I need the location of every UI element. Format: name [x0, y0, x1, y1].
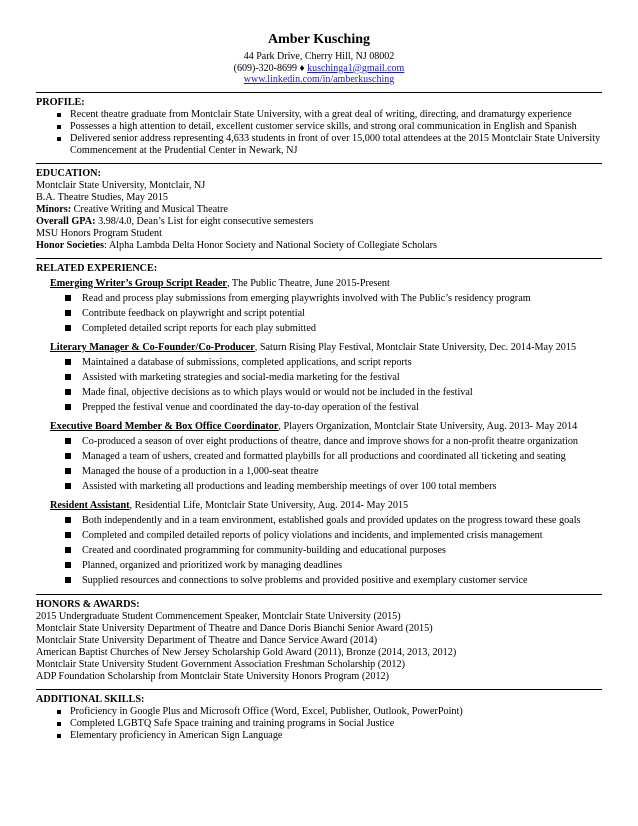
honor-item: American Baptist Churches of New Jersey Scholarship Gold Award (2011), Bronze (2014, 2013, 2012)	[36, 646, 457, 658]
section-divider	[36, 594, 602, 595]
job-bullet: Managed a team of ushers, created and formatted playbills for all productions and coordinated all ticketing and seating	[50, 449, 602, 464]
job-entry	[50, 420, 602, 494]
job-bullet: Completed and compiled detailed reports of policy violations and incidents, and implemented crisis management	[50, 528, 602, 543]
job-bullet: Read and process play submissions from emerging playwrights involved with The Public’s residency program	[50, 291, 602, 306]
job-bullet: Both independently and in a team environment, established goals and provided updates on the progress toward these goals	[50, 513, 602, 528]
honor-societies	[36, 240, 602, 252]
address: 44 Park Drive, Cherry Hill, NJ 08002	[243, 51, 395, 62]
skill-item: Elementary proficiency in American Sign Language	[36, 730, 602, 742]
job-bullets	[50, 434, 602, 494]
job-details: , Players Organization, Montclair State University, Aug. 2013- May 2014	[278, 420, 578, 432]
job-bullet: Planned, organized and prioritized work by managing deadlines	[50, 558, 602, 573]
applicant-name: Amber Kusching	[267, 32, 371, 47]
experience-section	[36, 263, 602, 588]
job-title	[50, 499, 602, 513]
education-heading: EDUCATION:	[36, 167, 101, 179]
section-divider	[36, 92, 602, 93]
job-entry	[50, 499, 602, 588]
profile-item: Recent theatre graduate from Montclair State University, with a great deal of writing, directing, and dramaturgy experience	[36, 109, 602, 121]
job-title	[50, 341, 602, 355]
profile-item: Delivered senior address representing 4,633 students in front of over 15,000 total attendees at the 2015 Montclair State University Commencement at the Prudential Center in Newark, NJ	[36, 133, 602, 157]
honor-item: Montclair State University Department of Theatre and Dance Service Award (2014)	[36, 634, 378, 646]
gpa-label: Overall GPA:	[36, 215, 96, 227]
profile-section	[36, 97, 602, 157]
job-bullet: Made final, objective decisions as to which plays would or would not be included in the festival	[50, 385, 602, 400]
section-divider	[36, 258, 602, 259]
job-bullet: Supplied resources and connections to solve problems and provided positive and exemplary customer service	[50, 573, 602, 588]
honor-item: Montclair State University Department of Theatre and Dance Doris Bianchi Senior Award (2015)	[36, 622, 433, 634]
section-divider	[36, 689, 602, 690]
job-bullet: Co-produced a season of over eight productions of theatre, dance and improve shows for a non-profit theatre organization	[50, 434, 602, 449]
contact-line	[36, 63, 602, 75]
job-role: Resident Assistant	[50, 499, 130, 511]
profile-list	[36, 109, 602, 157]
gpa-value: 3.98/4.0, Dean’s List for eight consecutive semesters	[95, 215, 314, 227]
job-title	[50, 420, 602, 434]
school: Montclair State University, Montclair, NJ	[36, 179, 206, 191]
skills-list	[36, 706, 602, 742]
job-bullet: Created and coordinated programming for community-building and educational purposes	[50, 543, 602, 558]
job-entry	[50, 277, 602, 336]
job-bullet: Managed the house of a production in a 1,000-seat theatre	[50, 464, 602, 479]
skills-heading: ADDITIONAL SKILLS:	[36, 693, 145, 705]
job-bullets	[50, 513, 602, 588]
degree: B.A. Theatre Studies, May 2015	[36, 191, 168, 203]
job-role: Literary Manager & Co-Founder/Co-Producer	[50, 341, 255, 353]
diamond-separator-icon: ♦	[299, 62, 305, 74]
honors-heading: HONORS & AWARDS:	[36, 598, 140, 610]
gpa	[36, 216, 602, 228]
job-bullets	[50, 291, 602, 336]
societies-value: : Alpha Lambda Delta Honor Society and National Society of Collegiate Scholars	[104, 239, 438, 251]
job-role: Executive Board Member & Box Office Coordinator	[50, 420, 279, 432]
honor-item: 2015 Undergraduate Student Commencement Speaker, Montclair State University (2015)	[36, 610, 401, 622]
minors-value: Creative Writing and Musical Theatre	[71, 203, 228, 215]
job-entry	[50, 341, 602, 415]
linkedin-link[interactable]: www.linkedin.com/in/amberkusching	[243, 74, 395, 85]
minors-label: Minors:	[36, 203, 72, 215]
job-details: , The Public Theatre, June 2015-Present	[226, 277, 390, 289]
job-bullet: Assisted with marketing strategies and social-media marketing for the festival	[50, 370, 602, 385]
section-divider	[36, 163, 602, 164]
honors-section	[36, 599, 602, 683]
phone-number: (609)-320-8699	[233, 62, 297, 74]
skill-item: Completed LGBTQ Safe Space training and training programs in Social Justice	[36, 718, 602, 730]
skills-section	[36, 694, 602, 742]
education-section	[36, 168, 602, 252]
job-details: , Saturn Rising Play Festival, Montclair State University, Dec. 2014-May 2015	[254, 341, 577, 353]
job-bullet: Assisted with marketing all productions and leading membership meetings of over 100 total members	[50, 479, 602, 494]
resume-header	[36, 32, 602, 86]
honors-program: MSU Honors Program Student	[36, 227, 162, 239]
job-details: , Residential Life, Montclair State University, Aug. 2014- May 2015	[129, 499, 409, 511]
job-title	[50, 277, 602, 291]
job-role: Emerging Writer’s Group Script Reader	[50, 277, 227, 289]
job-bullet: Maintained a database of submissions, completed applications, and script reports	[50, 355, 602, 370]
societies-label: Honor Societies	[36, 239, 105, 251]
experience-heading: RELATED EXPERIENCE:	[36, 262, 158, 274]
skill-item: Proficiency in Google Plus and Microsoft Office (Word, Excel, Publisher, Outlook, PowerPoint)	[36, 706, 602, 718]
email-link[interactable]: kuschinga1@gmail.com	[307, 62, 405, 74]
job-bullet: Completed detailed script reports for each play submitted	[50, 321, 602, 336]
honor-item: Montclair State University Student Government Association Freshman Scholarship (2012)	[36, 658, 405, 670]
minors	[36, 204, 602, 216]
job-bullet: Prepped the festival venue and coordinated the day-to-day operation of the festival	[50, 400, 602, 415]
honor-item: ADP Foundation Scholarship from Montclair State University Honors Program (2012)	[36, 670, 390, 682]
resume-page	[36, 32, 602, 742]
job-bullet: Contribute feedback on playwright and script potential	[50, 306, 602, 321]
job-bullets	[50, 355, 602, 415]
profile-heading: PROFILE:	[36, 96, 85, 108]
profile-item: Possesses a high attention to detail, excellent customer service skills, and strong oral communication in English and Spanish	[36, 121, 602, 133]
